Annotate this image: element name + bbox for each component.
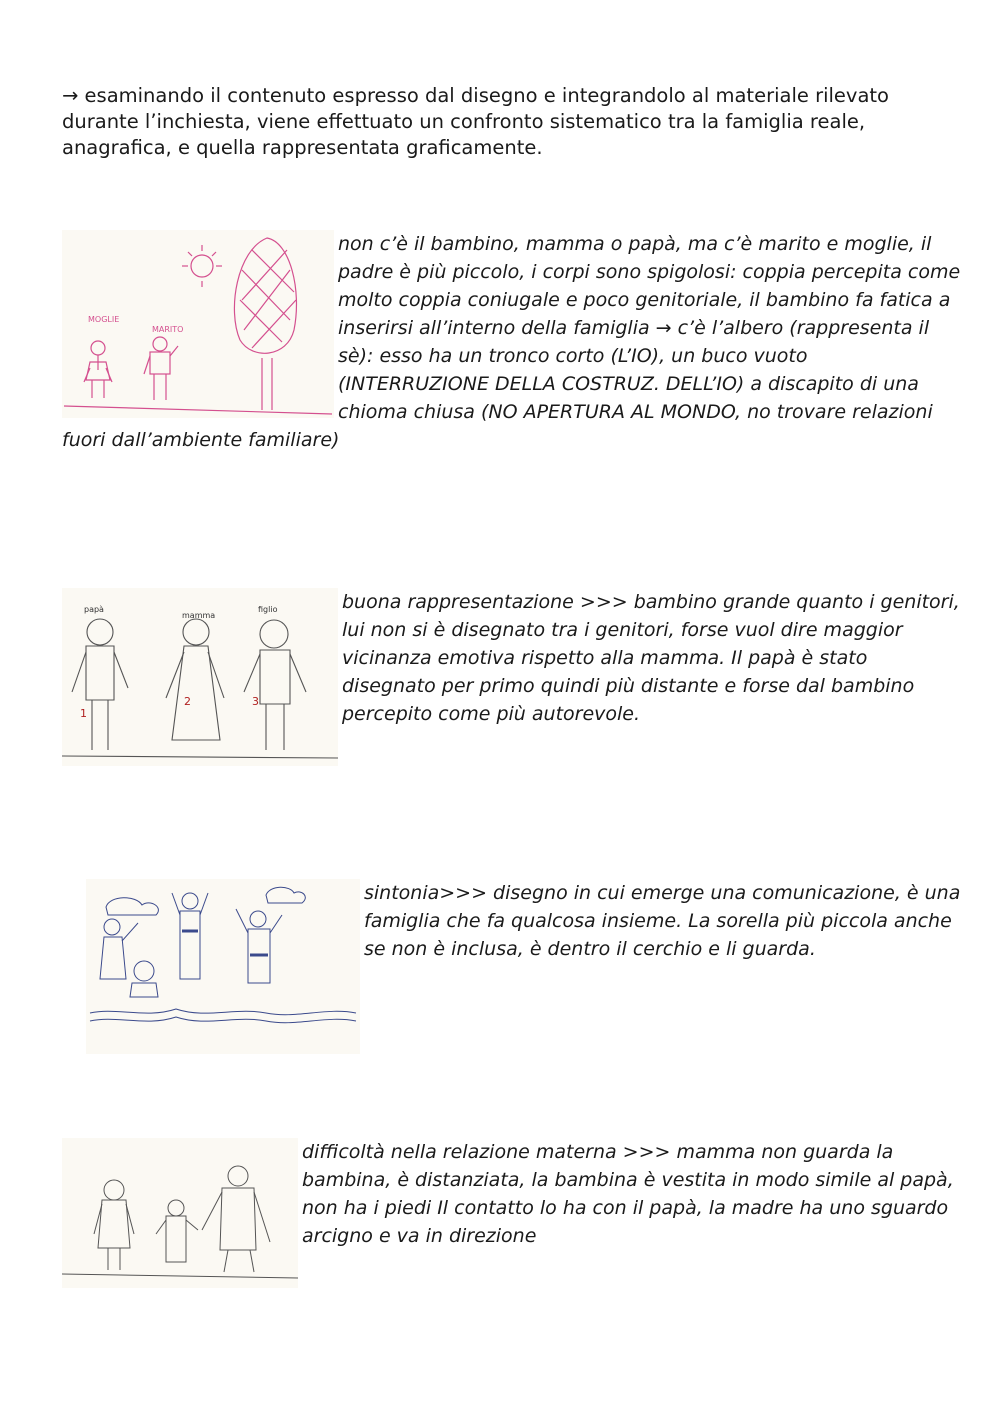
mother-child-father-sketch xyxy=(62,1138,298,1288)
drawing-family-circle xyxy=(86,879,360,1054)
drawing-label-son: figlio xyxy=(258,605,278,614)
section-2 xyxy=(62,588,962,766)
intro-paragraph: → esaminando il contenuto espresso dal disegno e integrandolo al materiale rilevato durante l’inchiesta, viene effettuato un confronto sistematico tra la famiglia reale, anagrafica, e quella rappresentata graficamente. xyxy=(62,84,889,159)
section-1-text: non c’è il bambino, mamma o papà, ma c’è marito e moglie, il padre è più piccolo, i corpi sono spigolosi: coppia percepita come molto coppia coniugale e poco genitoriale, il bambino fa fatica a inserirsi all’interno della famiglia → c’è l’albero (rappresenta il sè): esso ha un tronco corto (L’IO), un buco vuoto (INTERRUZIONE DELLA COSTRUZ. DELL’IO) a discapito di una chioma chiusa (NO APERTURA AL MONDO, no trovare relazioni fuori dall’ambiente familiare) xyxy=(62,233,961,451)
drawing-number-2: 2 xyxy=(184,695,191,708)
drawing-number-1: 1 xyxy=(80,707,87,720)
drawing-three-figures xyxy=(62,588,338,766)
section-3 xyxy=(62,879,962,1054)
section-2-text: buona rappresentazione >>> bambino grande quanto i genitori, lui non si è disegnato tra i genitori, forse vuol dire maggior vicinanza emotiva rispetto alla mamma. Il papà è stato disegnato per primo quindi più distante e forse dal bambino percepito come più autorevole. xyxy=(342,591,960,725)
drawing-label-mom: mamma xyxy=(182,611,216,620)
drawing-label-wife: MOGLIE xyxy=(88,315,120,324)
family-circle-sketch xyxy=(86,879,360,1054)
section-4-text: difficoltà nella relazione materna >>> mamma non guarda la bambina, è distanziata, la bambina è vestita in modo simile al papà, non ha i piedi Il contatto lo ha con il papà, la madre ha uno sguardo arcigno e va in direzione xyxy=(302,1141,954,1247)
section-3-text: sintonia>>> disegno in cui emerge una comunicazione, è una famiglia che fa qualcosa insieme. La sorella più piccola anche se non è inclusa, è dentro il cerchio e li guarda. xyxy=(364,882,961,960)
drawing-label-husband: MARITO xyxy=(152,325,184,334)
section-4 xyxy=(62,1138,962,1288)
section-1 xyxy=(62,230,962,454)
drawing-couple-tree xyxy=(62,230,334,418)
drawing-label-dad: papà xyxy=(84,605,104,614)
drawing-mother-child-father xyxy=(62,1138,298,1288)
drawing-number-3: 3 xyxy=(252,695,259,708)
